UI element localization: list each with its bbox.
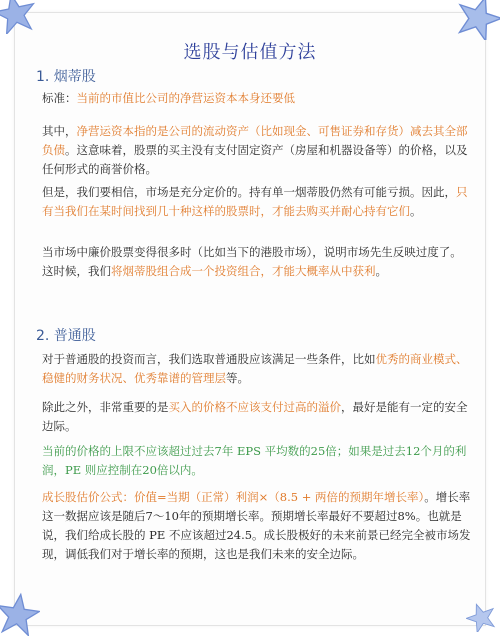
standard-highlight: 当前的市值比公司的净营运资本本身还要低 xyxy=(76,91,295,105)
paragraph-net-working-capital: 其中，净营运资本指的是公司的流动资产（比如现金、可售证券和存货）减去其全部负债。这意味着，股票的买主没有支付固定资产（房屋和机器设备等）的价格，以及任何形式的商誉价格。 xyxy=(42,124,468,176)
highlight-text: 买入的价格不应该支付过高的溢价 xyxy=(168,400,341,414)
paragraph-price-cap: 当前的价格的上限不应该超过过去7年 EPS 平均数的25倍；如果是过去12个月的利润，PE 则应控制在20倍以内。 xyxy=(42,444,467,477)
highlight-text: 将烟蒂股组合成一个投资组合，才能大概率从中获利 xyxy=(111,264,376,278)
paragraph-selection-criteria: 对于普通股的投资而言，我们选取普通股应该满足一些条件，比如优秀的商业模式、稳健的财务状况、优秀靠谱的管理层等。 xyxy=(42,352,468,385)
highlight-text: 优秀的商业模式、稳健的财务状况、优秀靠谱的管理层 xyxy=(42,352,468,385)
star-icon xyxy=(466,602,496,632)
highlight-text: 只有当我们在某时间找到几十种这样的股票时，才能去购买并耐心持有它们 xyxy=(42,185,468,218)
standard-label: 标准： xyxy=(42,91,77,105)
star-icon xyxy=(0,0,36,34)
paragraph-growth-formula: 成长股估价公式：价值=当期（正常）利润×（8.5 + 两倍的预期年增长率）。增长率这一数据应该是随后7～10年的预期增长率。预期增长率最好不要超过8%。也就是说，我们给成长股的 PE 不应该超过24.5。成长股极好的未来前景已经完全被市场发现，调低我们对于增长率的预期，这也是我们未来的安全边际。 xyxy=(42,490,471,561)
star-icon xyxy=(456,0,500,40)
section-heading-common-stock: 2. 普通股 xyxy=(36,328,96,344)
growth-formula-text: 成长股估价公式：价值=当期（正常）利润×（8.5 + 两倍的预期年增长率） xyxy=(42,490,425,504)
star-icon xyxy=(0,592,40,636)
standard-line xyxy=(42,89,472,108)
highlight-text: 净营运资本指的是公司的流动资产（比如现金、可售证券和存货）减去其全部负债 xyxy=(42,124,468,157)
paragraph-diversification: 但是，我们要相信，市场是充分定价的。持有单一烟蒂股仍然有可能亏损。因此，只有当我们在某时间找到几十种这样的股票时，才能去购买并耐心持有它们。 xyxy=(42,185,468,218)
page-title: 选股与估值方法 xyxy=(183,42,317,63)
paragraph-market-overreaction: 当市场中廉价股票变得很多时（比如当下的港股市场），说明市场先生反映过度了。这时候，我们将烟蒂股组合成一个投资组合，才能大概率从中获利。 xyxy=(42,245,462,278)
section-heading-cigar-butt: 1. 烟蒂股 xyxy=(36,69,96,85)
paragraph-safety-margin: 除此之外，非常重要的是买入的价格不应该支付过高的溢价，最好是能有一定的安全边际。 xyxy=(42,400,468,433)
